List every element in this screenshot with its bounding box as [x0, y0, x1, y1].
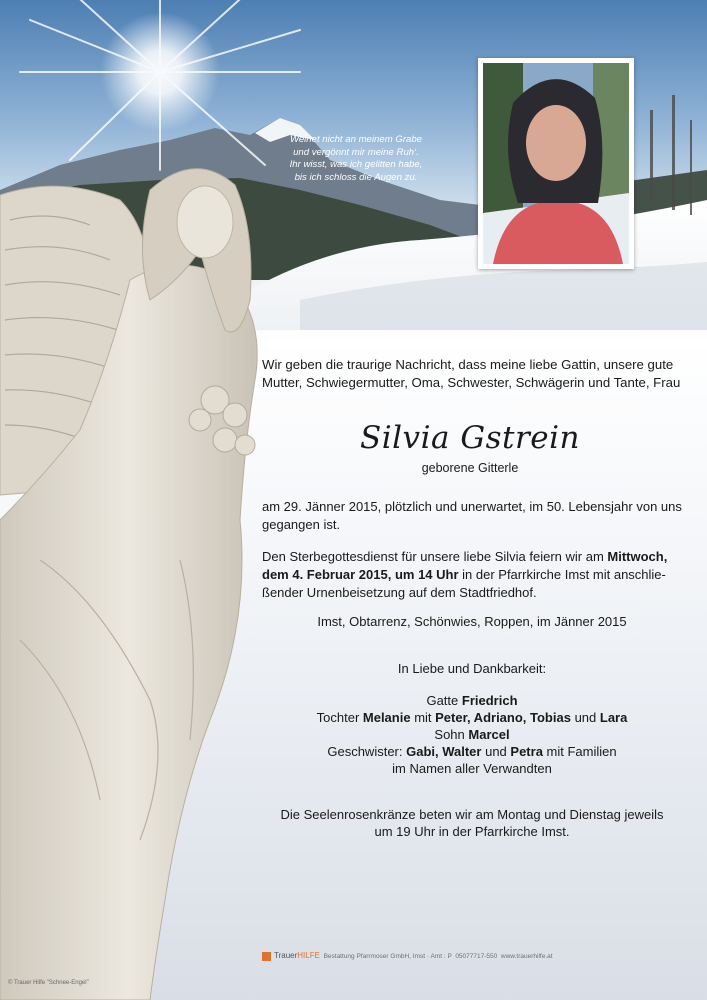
rosary-line: um 19 Uhr in der Pfarrkirche Imst.: [374, 824, 570, 839]
quote-line: Weinet nicht an meinem Grabe: [289, 134, 423, 145]
family-relatives: im Namen aller Verwandten: [392, 761, 552, 776]
intro-text: [262, 356, 684, 392]
service-line: [262, 566, 692, 584]
family-daughter: Tochter Melanie mit Peter, Adriano, Tobias und Lara: [316, 710, 628, 725]
rosary-line: Die Seelenrosenkränze beten wir am Montag und Dienstag jeweils: [280, 807, 664, 822]
quote-line: bis ich schloss die Augen zu.: [294, 171, 418, 183]
family-list: [262, 692, 682, 777]
service-day: Mittwoch,: [607, 549, 668, 564]
deceased-name: Silvia Gstrein: [359, 420, 580, 456]
love-thanks-line: In Liebe und Dankbarkeit:: [397, 661, 547, 676]
portrait-image: [483, 63, 629, 264]
service-paragraph: [262, 548, 692, 603]
portrait-photo: [478, 58, 634, 269]
intro-line: Wir geben die traurige Nachricht, dass meine liebe Gattin, unsere gute: [262, 357, 674, 372]
memorial-quote: [256, 134, 456, 184]
footer-phone: 05077717-550: [455, 953, 498, 960]
service-date: dem 4. Februar 2015, um 14 Uhr: [262, 567, 459, 583]
trauerhilfe-logo-icon: [262, 952, 271, 961]
footer: [262, 951, 682, 961]
quote-line: und vergönnt mir meine Ruh‘.: [293, 146, 419, 158]
service-line: [262, 548, 692, 566]
family-husband: Gatte Friedrich: [426, 693, 518, 708]
logo-text: TrauerHILFE: [274, 951, 320, 960]
service-line: ßender Urnenbeisetzung auf dem Stadtfriedhof.: [262, 585, 537, 601]
rosary-paragraph: [262, 806, 682, 840]
place-date-line: Imst, Obtarrenz, Schönwies, Roppen, im Jänner 2015: [317, 614, 627, 629]
family-siblings: Geschwister: Gabi, Walter und Petra mit Familien: [327, 744, 617, 759]
service-text: in der Pfarrkirche Imst mit anschlie-: [458, 567, 666, 583]
death-line: gegangen ist.: [262, 517, 341, 533]
family-son: Sohn Marcel: [434, 727, 510, 742]
death-line: am 29. Jänner 2015, plötzlich und unerwartet, im 50. Lebensjahr von uns: [262, 499, 682, 514]
footer-company: Bestattung Pfarrmoser GmbH, Imst · Amt : P: [323, 953, 452, 960]
intro-line: Mutter, Schwiegermutter, Oma, Schwester, Schwägerin und Tante, Frau: [262, 375, 681, 390]
footer-web[interactable]: www.trauerhilfe.at: [500, 953, 553, 960]
maiden-name: geborene Gitterle: [421, 461, 519, 475]
quote-line: Ihr wisst, was ich gelitten habe,: [289, 159, 423, 171]
death-paragraph: [262, 498, 692, 534]
service-text: Den Sterbegottesdienst für unsere liebe Silvia feiern wir am: [262, 549, 608, 564]
image-credit: © Trauer Hilfe "Schnee-Engel": [8, 980, 89, 986]
